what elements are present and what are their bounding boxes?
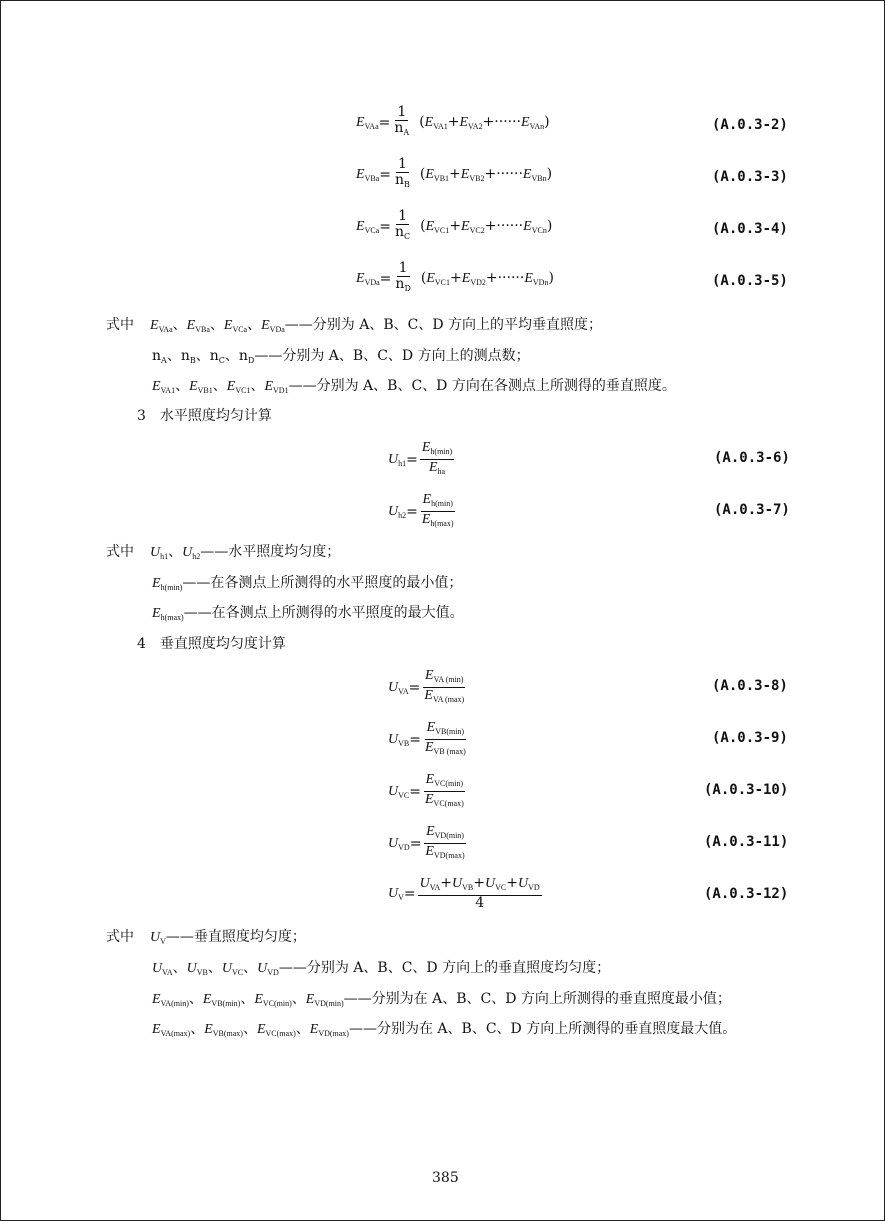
fraction: $\frac{E_{h(min)}}{E_{ha}}$ [421, 440, 453, 476]
where-line: $n_A$、$n_B$、$n_C$、$n_D——$分别为 A、B、C、D 方向上的测点数； [152, 348, 530, 365]
where-line: $E_{h(max)}——$在各测点上所测得的水平照度的最大值。 [152, 605, 464, 622]
section-heading: 3 水平照度均匀计算 [137, 408, 272, 424]
formula-a0310: $U_{VC}$ = $\frac{E_{VC(min)}}{E_{VC(max)}}$ [388, 772, 468, 811]
fraction: $\frac{1}{n_A}$ [394, 104, 410, 137]
sum-expression: $(E_{VB1}+E_{VB2}+\cdot\cdot\cdot\cdot\cdot\cdot E_{VBn})$ [419, 166, 553, 183]
equation-number: (A.0.3-5) [712, 273, 788, 289]
where-label: 式中 [106, 317, 134, 333]
formula-a038: $U_{VA}$ = $\frac{E_{VA (min)}}{E_{VA (max)}}$ [388, 668, 468, 707]
where-label: 式中 [106, 929, 134, 945]
where-line: 式中 $E_{VAa}$、$E_{VBa}$、$E_{VCa}$、$E_{VDa}——$分别为 A、B、C、D 方向上的平均垂直照度； [106, 317, 603, 334]
formula-lhs: $E_{VBa}$ [356, 166, 380, 183]
equation-number: (A.0.3-3) [712, 169, 788, 185]
formula-lhs: $E_{VDa}$ [356, 270, 380, 287]
formula-a033 [356, 157, 552, 192]
equation-number: (A.0.3-2) [712, 117, 788, 133]
equation-number: (A.0.3-10) [704, 782, 789, 798]
fraction: $\frac{U_{VA}+U_{VB}+U_{VC}+U_{VD}}{4}$ [419, 875, 540, 911]
fraction: $\frac{1}{n_B}$ [394, 156, 410, 189]
where-line: 式中 $U_V——$垂直照度均匀度； [106, 929, 306, 946]
fraction: $\frac{E_{VC(min)}}{E_{VC(max)}}$ [424, 772, 464, 808]
where-line: $U_{VA}$、$U_{VB}$、$U_{VC}$、$U_{VD}——$分别为 A、B、C、D 方向上的垂直照度均匀度； [152, 960, 611, 977]
formula-a0312: $U_V$ = $\frac{U_{VA}+U_{VB}+U_{VC}+U_{VD}}{4}$ [388, 875, 540, 911]
equation-number: (A.0.3-6) [714, 450, 790, 466]
equation-number: (A.0.3-9) [712, 730, 788, 746]
equation-number: (A.0.3-4) [712, 221, 788, 237]
formula-lhs: $E_{VCa}$ [356, 218, 380, 235]
equation-number: (A.0.3-8) [712, 678, 788, 694]
equals-sign: = [378, 114, 391, 131]
formula-lhs: $E_{VAa}$ [356, 114, 379, 131]
formula-a036: $U_{h1}$ = $\frac{E_{h(min)}}{E_{ha}}$ [388, 440, 456, 479]
where-line: $E_{h(min)}——$在各测点上所测得的水平照度的最小值； [152, 575, 463, 592]
sum-expression: $(E_{VC1}+E_{VD2}+\cdot\cdot\cdot\cdot\cdot\cdot E_{VDn})$ [420, 270, 554, 287]
formula-a032 [356, 105, 550, 140]
where-label: 式中 [106, 544, 134, 560]
section-heading: 4 垂直照度均匀度计算 [137, 636, 286, 652]
formula-a0311: $U_{VD}$ = $\frac{E_{VD(min)}}{E_{VD(max)}}$ [388, 824, 469, 863]
fraction: $\frac{E_{VB(min)}}{E_{VB (max)}}$ [424, 720, 466, 756]
equals-sign: = [379, 270, 392, 287]
equation-number: (A.0.3-12) [704, 886, 789, 902]
equals-sign: = [379, 166, 391, 183]
sum-expression: $(E_{VC1}+E_{VC2}+\cdot\cdot\cdot\cdot\cdot\cdot E_{VCn})$ [420, 218, 553, 235]
equation-number: (A.0.3-11) [704, 834, 789, 850]
where-line: $E_{VA1}$、$E_{VB1}$、$E_{VC1}$、$E_{VD1}——$分别为 A、B、C、D 方向在各测点上所测得的垂直照度。 [152, 378, 676, 395]
fraction: $\frac{E_{h(min)}}{E_{h(max)}}$ [421, 492, 454, 528]
formula-a035 [356, 261, 554, 296]
fraction: $\frac{E_{VA (min)}}{E_{VA (max)}}$ [424, 668, 465, 704]
fraction: $\frac{E_{VD(min)}}{E_{VD(max)}}$ [425, 824, 465, 860]
formula-a037: $U_{h2}$ = $\frac{E_{h(min)}}{E_{h(max)}}$ [388, 492, 458, 531]
fraction: $\frac{1}{n_D}$ [395, 260, 411, 293]
where-line: 式中 $U_{h1}$、$U_{h2}——$水平照度均匀度； [106, 544, 341, 561]
fraction: $\frac{1}{n_C}$ [394, 208, 411, 241]
page-number: 385 [432, 1170, 459, 1186]
equation-number: (A.0.3-7) [714, 502, 790, 518]
sum-expression: $(E_{VA1}+E_{VA2}+\cdot\cdot\cdot\cdot\cdot\cdot E_{VAn})$ [419, 114, 550, 131]
equals-sign: = [379, 218, 391, 235]
formula-a034 [356, 209, 552, 244]
formula-a039: $U_{VB}$ = $\frac{E_{VB(min)}}{E_{VB (max)}}$ [388, 720, 470, 759]
where-line: $E_{VA(min)}$、$E_{VB(min)}$、$E_{VC(min)}$、$E_{VD(min)}——$分别为在 A、B、C、D 方向上所测得的垂直照度最小值； [152, 991, 731, 1008]
where-line: $E_{VA(max)}$、$E_{VB(max)}$、$E_{VC(max)}$、$E_{VD(max)}——$分别为在 A、B、C、D 方向上所测得的垂直照度最大值。 [152, 1021, 737, 1038]
